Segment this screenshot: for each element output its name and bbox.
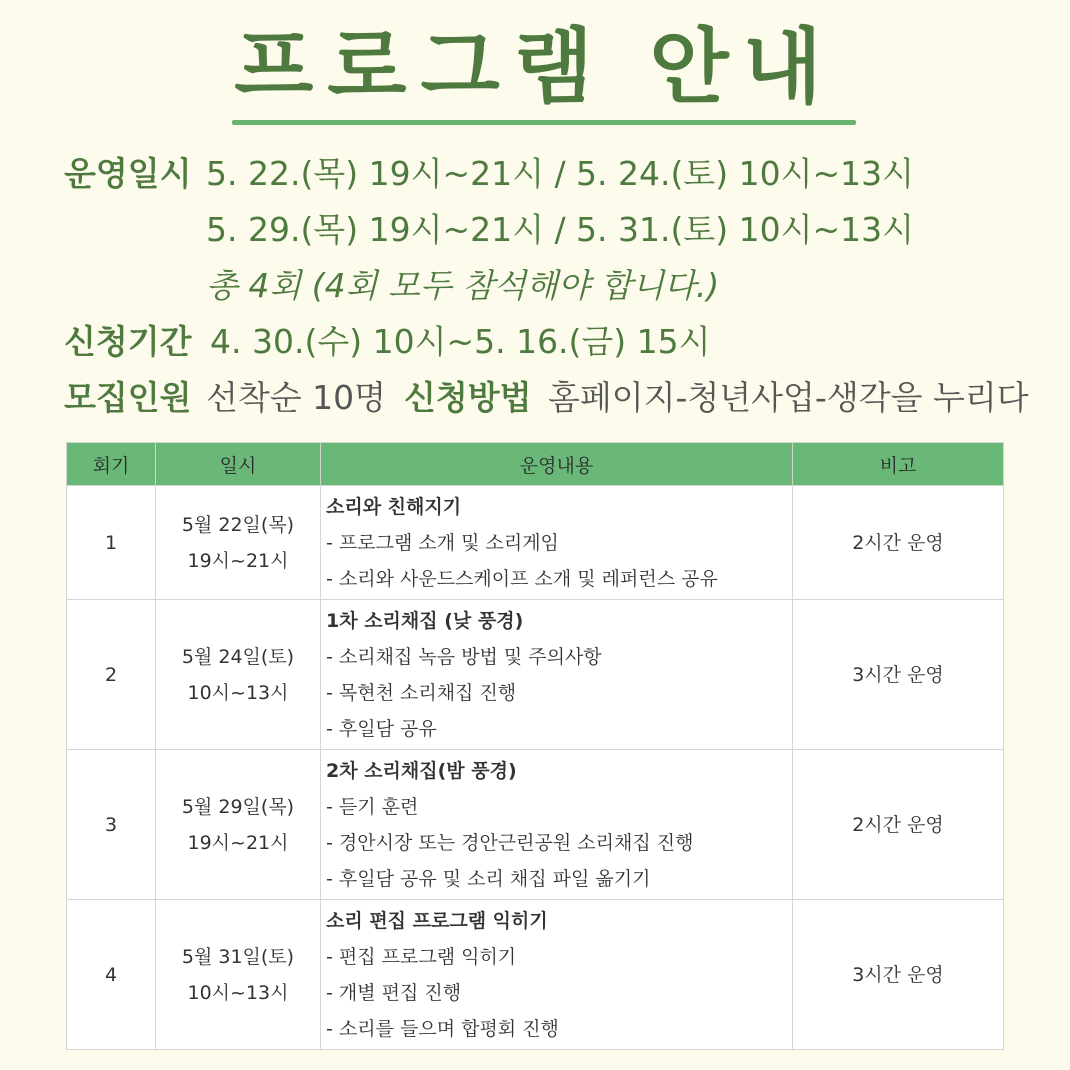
content-title: 2차 소리채집(밤 풍경) [326,759,517,782]
session-cell: 3 [67,750,156,900]
content-item: - 경안시장 또는 경안근린공원 소리채집 진행 [326,831,694,854]
content-cell [321,486,793,600]
table-row [67,486,1004,600]
date-cell [156,600,321,750]
content-item: - 후일담 공유 [326,717,437,740]
date-text: 5월 22일(목) [181,513,295,536]
schedule-note-row [64,258,1054,314]
table-row [67,750,1004,900]
recruit-value: 선착순 10명 [206,378,386,417]
content-item: - 프로그램 소개 및 소리게임 [326,531,559,554]
schedule-row [64,146,1054,202]
date-cell [156,486,321,600]
header-note: 비고 [793,443,1004,486]
page-title: 프로그램 안내 [234,20,836,115]
recruit-row [64,370,1054,426]
content-title: 소리와 친해지기 [326,495,462,518]
content-item: - 듣기 훈련 [326,795,419,818]
session-cell: 4 [67,900,156,1050]
session-cell: 1 [67,486,156,600]
content-item: - 편집 프로그램 익히기 [326,945,517,968]
content-title: 1차 소리채집 (낮 풍경) [326,609,524,632]
date-text: 5월 24일(토) [181,645,295,668]
info-section [64,146,1054,426]
time-text: 10시~13시 [187,681,289,704]
header-date: 일시 [156,443,321,486]
content-item: - 소리를 들으며 합평회 진행 [326,1017,559,1040]
content-title: 소리 편집 프로그램 익히기 [326,909,548,932]
session-cell: 2 [67,600,156,750]
apply-period-label: 신청기간 [64,322,192,361]
content-item: - 개별 편집 진행 [326,981,462,1004]
schedule-note: 총 4회 (4회 모두 참석해야 합니다.) [206,266,720,305]
content-item: - 후일담 공유 및 소리 채집 파일 옮기기 [326,867,651,890]
time-text: 19시~21시 [187,549,289,572]
note-cell: 2시간 운영 [793,750,1004,900]
method-value: 홈페이지-청년사업-생각을 누리다 [548,378,1029,417]
table-row [67,600,1004,750]
program-table [66,442,1004,1050]
recruit-label: 모집인원 [64,378,192,417]
schedule-line1: 5. 22.(목) 19시~21시 / 5. 24.(토) 10시~13시 [206,154,915,193]
method-label: 신청방법 [404,378,532,417]
content-item: - 소리채집 녹음 방법 및 주의사항 [326,645,602,668]
apply-period-value: 4. 30.(수) 10시~5. 16.(금) 15시 [210,322,711,361]
table-header-row [67,443,1004,486]
content-cell [321,600,793,750]
time-text: 10시~13시 [187,981,289,1004]
date-cell [156,750,321,900]
date-text: 5월 31일(토) [181,945,295,968]
header-content: 운영내용 [321,443,793,486]
content-cell [321,750,793,900]
note-cell: 3시간 운영 [793,600,1004,750]
date-text: 5월 29일(목) [181,795,295,818]
time-text: 19시~21시 [187,831,289,854]
apply-period-row [64,314,1054,370]
title-underline [232,120,856,125]
date-cell [156,900,321,1050]
schedule-line2: 5. 29.(목) 19시~21시 / 5. 31.(토) 10시~13시 [206,210,915,249]
note-cell: 2시간 운영 [793,486,1004,600]
content-item: - 목현천 소리채집 진행 [326,681,517,704]
content-item: - 소리와 사운드스케이프 소개 및 레퍼런스 공유 [326,567,718,590]
content-cell [321,900,793,1050]
schedule-label: 운영일시 [64,154,192,193]
header-session: 회기 [67,443,156,486]
table-row [67,900,1004,1050]
note-cell: 3시간 운영 [793,900,1004,1050]
schedule-row-2 [64,202,1054,258]
